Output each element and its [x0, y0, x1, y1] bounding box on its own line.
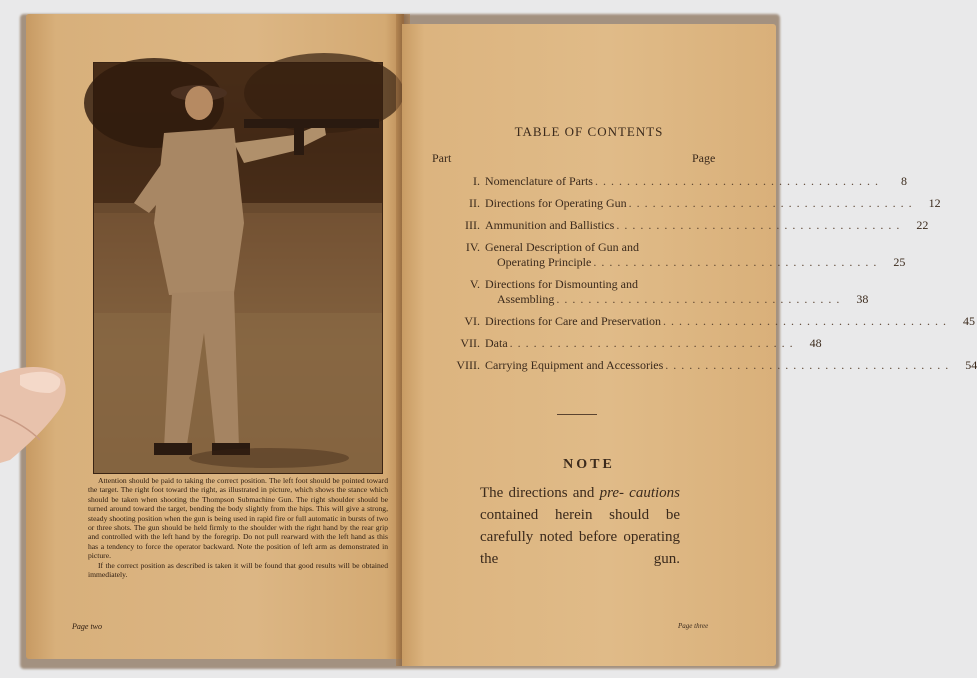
toc-page-number: 54 [965, 358, 977, 372]
toc-entry-body [485, 240, 905, 270]
photo-caption [88, 476, 388, 579]
left-page [26, 14, 404, 659]
note-text-emphasis-2: cautions [629, 485, 680, 501]
note-heading: NOTE [563, 457, 615, 472]
toc-entry-line [485, 336, 822, 351]
toc-entry-body [485, 336, 822, 351]
toc-col-page: Page [692, 151, 716, 165]
toc-leader-dots: . . . . . . . . . . . . . . . . . . . . . . . . . . . . . . . . . . . . [616, 218, 901, 232]
toc-leader-dots: . . . . . . . . . . . . . . . . . . . . . . . . . . . . . . . . . . . . [556, 292, 841, 306]
toc-part-number: III. [465, 218, 480, 232]
toc-entry-title: Ammunition and Ballistics [485, 218, 615, 232]
toc-entry-title: Data [485, 336, 508, 350]
soldier-illustration [94, 63, 382, 473]
toc-entry-body [485, 218, 928, 233]
note-text-part-1: The directions and [480, 485, 600, 501]
toc-part-number: II. [469, 196, 480, 210]
toc-entry [420, 336, 822, 351]
toc-page-number: 25 [893, 255, 906, 269]
toc-leader-dots: . . . . . . . . . . . . . . . . . . . . . . . . . . . . . . . . . . . . [662, 314, 947, 328]
caption-paragraph-1: Attention should be paid to taking the correct position. The left foot should be pointed toward the target. The right foot toward the right, as illustrated in picture, which shows the stance which should be taken when shooting the Thompson Submachine Gun. The right shoulder should be turned around toward the target, bending the body slightly from the hips. This will give a strong, steady shooting position when the gun is being used in rapid fire or full automatic in bursts of two or three shots. The gun should be held firmly to the shoulder with the right hand by the rear grip and controlled with the left hand by the foregrip. Do not pull rearward with the left hand as this has a tendency to force the operator backward. Note the position of left arm as demonstrated in picture. [88, 476, 388, 561]
toc-entry-title: Assembling [497, 292, 555, 306]
toc-part-number: VII. [460, 336, 480, 350]
soldier-photo [93, 62, 383, 474]
right-page [402, 24, 977, 666]
toc-entry-line [485, 292, 868, 307]
toc-part-number: I. [473, 174, 480, 188]
toc-page-number: 8 [900, 174, 907, 188]
caption-paragraph-2: If the correct position as described is taken it will be found that good results will be obtained immediately. [88, 560, 388, 580]
toc-page-number: 38 [856, 292, 869, 306]
toc-entry-title: Operating Principle [497, 255, 592, 269]
toc-entry [420, 174, 907, 189]
toc-entry-body [485, 277, 868, 307]
toc-page-number: 48 [809, 336, 822, 350]
toc-entry-line [485, 358, 977, 373]
toc-list [420, 174, 977, 380]
toc-entry [420, 240, 906, 270]
toc-entry [420, 218, 929, 233]
divider-rule [557, 414, 597, 415]
toc-leader-dots: . . . . . . . . . . . . . . . . . . . . . . . . . . . . . . . . . . . . [593, 255, 878, 269]
toc-entry-line [485, 255, 905, 270]
toc-entry [420, 277, 869, 307]
toc-entry-body [485, 314, 975, 329]
toc-part-number: VIII. [456, 358, 480, 372]
toc-leader-dots: . . . . . . . . . . . . . . . . . . . . . . . . . . . . . . . . . . . . [665, 358, 950, 372]
toc-entry [420, 314, 975, 329]
toc-entry-title: Directions for Operating Gun [485, 196, 627, 210]
toc-entry-body [485, 174, 907, 189]
toc-entry-title: Nomenclature of Parts [485, 174, 593, 188]
toc-entry-title: Directions for Care and Preservation [485, 314, 661, 328]
toc-entry [420, 358, 977, 373]
toc-col-part: Part [432, 151, 452, 165]
toc-entry-body [485, 196, 941, 211]
toc-part-number: VI. [464, 314, 480, 328]
toc-leader-dots: . . . . . . . . . . . . . . . . . . . . . . . . . . . . . . . . . . . . [628, 196, 913, 210]
toc-entry-title: General Description of Gun and [485, 240, 639, 254]
toc-leader-dots: . . . . . . . . . . . . . . . . . . . . . . . . . . . . . . . . . . . . [509, 336, 794, 350]
toc-page-number: 12 [928, 196, 941, 210]
toc-title: TABLE OF CONTENTS [514, 124, 664, 139]
toc-part-number: IV. [465, 240, 480, 254]
toc-entry-title: Carrying Equipment and Accessories [485, 358, 664, 372]
toc-entry-title: Directions for Dismounting and [485, 277, 638, 291]
toc-leader-dots: . . . . . . . . . . . . . . . . . . . . . . . . . . . . . . . . . . . . [594, 174, 879, 188]
toc-entry-line [485, 196, 941, 211]
note-body [480, 482, 680, 570]
folio-right: Page three [678, 622, 709, 630]
toc-part-number: V. [469, 277, 480, 291]
folio-left: Page two [72, 622, 102, 631]
toc-page-number: 22 [916, 218, 929, 232]
toc-entry-line [485, 174, 907, 189]
toc-entry-line [485, 240, 905, 255]
toc-entry-line [485, 277, 868, 292]
toc-entry-line [485, 314, 975, 329]
toc-page-number: 45 [962, 314, 975, 328]
toc-entry-body [485, 358, 977, 373]
note-text-part-2: contained herein should be carefully noted before operating the gun. [480, 507, 680, 567]
toc-entry-line [485, 218, 928, 233]
thumb [0, 355, 70, 470]
note-text-emphasis-1: pre- [599, 485, 624, 501]
toc-entry [420, 196, 941, 211]
